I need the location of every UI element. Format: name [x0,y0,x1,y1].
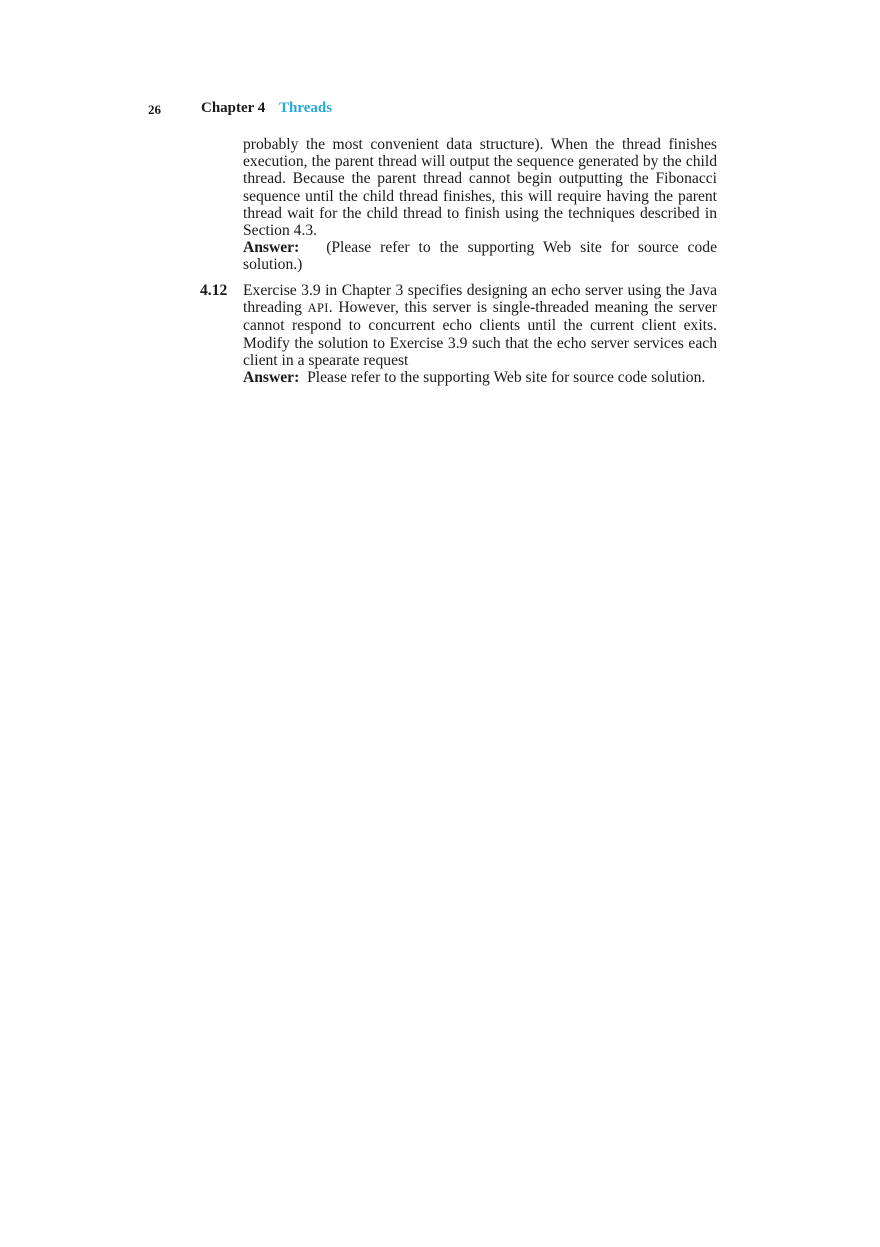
exercise-text-part-1: Exercise 3.9 in Chapter 3 specifies designing an echo server using the Java threading [243,282,717,317]
exercise-4-12-block [243,282,717,386]
answer-text: (Please refer to the supporting Web site for source code solution.) [243,239,717,274]
page-number: 26 [148,102,161,117]
exercise-4-12-text [243,282,717,369]
continued-answer [243,239,717,273]
answer-label: Answer: [243,369,300,387]
exercise-text-part-2: . However, this server is single-threaded meaning the server cannot respond to concurrent echo clients until the current client exits. Modify the solution to Exercise 3.9 such that the echo server services each client in a spearate request [243,299,717,369]
answer-label: Answer: [243,239,300,257]
exercise-4-12-answer [243,369,717,386]
continued-exercise-block [243,136,717,274]
api-smallcaps: API [307,301,329,316]
chapter-label: Chapter 4 [201,100,266,116]
answer-text: Please refer to the supporting Web site for source code solution. [307,369,706,387]
running-header [148,100,748,120]
exercise-number: 4.12 [200,282,228,299]
continued-paragraph: probably the most convenient data structure). When the thread finishes execution, the parent thread will output the sequence generated by the child thread. Because the parent thread cannot begin outputting the Fibonacci sequence until the child thread finishes, this will require having the parent thread wait for the child thread to finish using the techniques described in Section 4.3. [243,136,717,240]
chapter-title: Threads [279,100,333,116]
